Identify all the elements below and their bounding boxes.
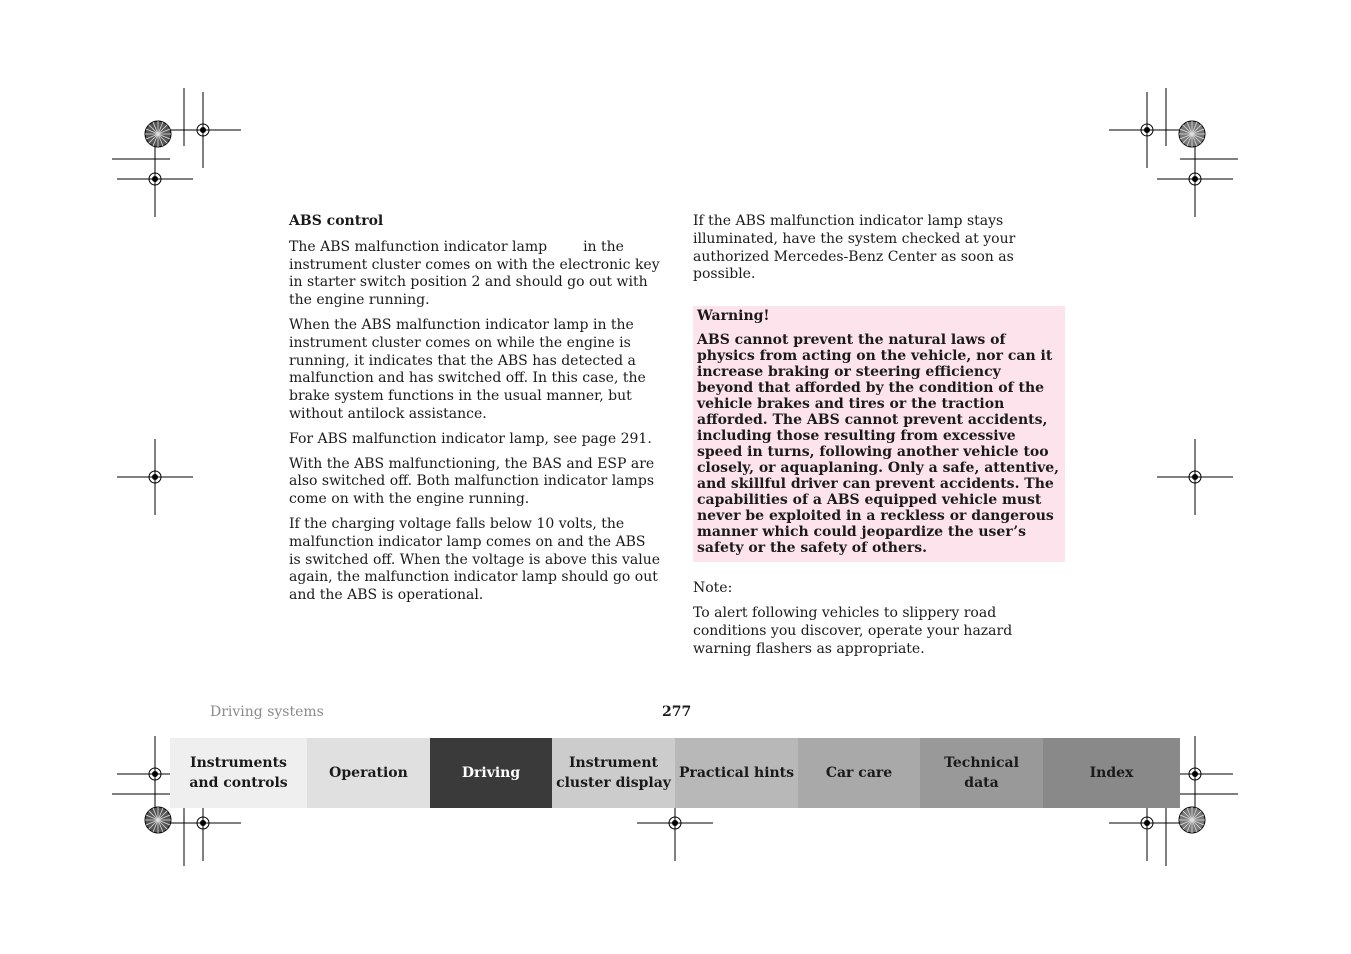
warning-title: Warning! — [697, 308, 770, 325]
tab-driving[interactable]: Driving — [430, 738, 552, 808]
color-rosette-icon — [145, 121, 171, 147]
paragraph: When the ABS malfunction indicator lamp in the instrument cluster comes on while the engine is running, it indicates that the ABS has detected a malfunction and has switched off. In this case, the brake system functions in the usual manner, but without antilock assistance. — [289, 316, 646, 422]
note-label: Note: — [693, 580, 733, 597]
left-column — [289, 213, 661, 612]
registration-crosshair-icon — [1109, 92, 1185, 168]
registration-crosshair-icon — [165, 92, 241, 168]
color-rosette-icon — [1179, 807, 1205, 833]
paragraph: If the ABS malfunction indicator lamp stays illuminated, have the system checked at your authorized Mercedes-Benz Center as soon as possible. — [693, 213, 1016, 283]
registration-crosshair-icon — [1157, 439, 1233, 515]
chapter-tab-bar — [170, 738, 1180, 808]
paragraph-start: The ABS malfunction indicator lamp — [289, 238, 548, 255]
footer-section-name: Driving systems — [210, 704, 324, 720]
note-text: To alert following vehicles to slippery road conditions you discover, operate your hazard warning flashers as appropriate. — [693, 604, 1013, 657]
paragraph: If the charging voltage falls below 10 volts, the malfunction indicator lamp comes on and the ABS is switched off. When the voltage is above this value again, the malfunction indicator lamp should go out and the ABS is operational. — [289, 515, 661, 604]
paragraph: With the ABS malfunctioning, the BAS and ESP are also switched off. Both malfunction indicator lamps come on with the engine running. — [289, 455, 655, 508]
paragraph: For ABS malfunction indicator lamp, see page 291. — [289, 430, 652, 447]
tab-index[interactable]: Index — [1043, 738, 1180, 808]
right-column — [693, 213, 1065, 665]
registration-crosshair-icon — [117, 141, 193, 217]
warning-text: ABS cannot prevent the natural laws of physics from acting on the vehicle, nor can it increase braking or steering efficiency beyond that afforded by the condition of the vehicle brakes and tires or the traction afforded. The ABS cannot prevent accidents, including those resulting from excessive speed in turns, following another vehicle too closely, or aquaplaning. Only a safe, attentive, and skillful driver can prevent accidents. The capabilities of a ABS equipped vehicle must never be exploited in a reckless or dangerous manner which could jeopardize the user’s safety or the safety of others. — [697, 332, 1059, 557]
tab-operation[interactable]: Operation — [307, 738, 430, 808]
tab-car-care[interactable]: Car care — [798, 738, 920, 808]
paragraph — [289, 239, 661, 310]
tab-practical-hints[interactable]: Practical hints — [675, 738, 798, 808]
color-rosette-icon — [1179, 121, 1205, 147]
tab-instruments-and-controls[interactable]: Instruments and controls — [170, 738, 307, 808]
page-number: 277 — [662, 704, 692, 720]
tab-technical-data[interactable]: Technical data — [920, 738, 1043, 808]
paragraph-end: in the instrument cluster comes on with the electronic key in starter switch position 2 and should go out with the engine running. — [289, 238, 660, 309]
color-rosette-icon — [145, 807, 171, 833]
registration-crosshair-icon — [1157, 141, 1233, 217]
section-title: ABS control — [289, 213, 384, 229]
registration-crosshair-icon — [117, 439, 193, 515]
tab-instrument-cluster-display[interactable]: Instrument cluster display — [552, 738, 675, 808]
warning-box — [693, 306, 1065, 562]
